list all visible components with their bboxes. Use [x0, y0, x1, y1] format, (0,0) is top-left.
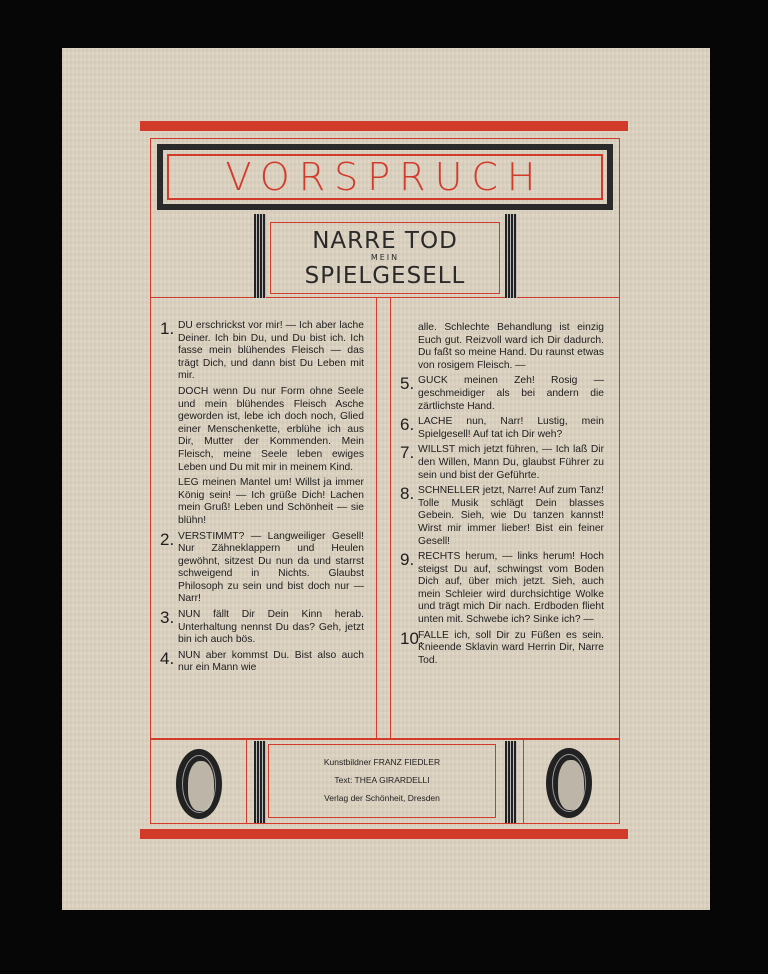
bottom-divider-right: [523, 739, 524, 824]
verse-text: LACHE nun, Narr! Lustig, mein Spielgesell! Auf tat ich Dir weh?: [418, 416, 604, 440]
verse-text: DOCH wenn Du nur Form ohne Seele und mein blühendes Fleisch Asche geworden ist, lebe ich doch noch, Glied einer Menschenkette, erblühe ich aus Dir, Mutter der Kommenden. Mein Fleisch, meine Seele leben ewiges Leben und Du mit mir in meinem Kind.: [178, 385, 364, 473]
verse-item: [160, 386, 364, 474]
credit-publisher: Verlag der Schönheit, Dresden: [324, 793, 440, 803]
credit-artist: Kunstbildner FRANZ FIEDLER: [323, 757, 441, 767]
subtitle-line1: NARRE TOD: [312, 228, 458, 254]
pillar-right-top: [505, 214, 517, 298]
subtitle-line3: SPIELGESELL: [304, 263, 466, 289]
verse-number: 3.: [160, 608, 175, 628]
column-divider: [376, 297, 377, 739]
verse-text: DU erschrickst vor mir! — Ich aber lache Deiner. Ich bin Du, und Du bist ich. Ich fasse mein blühendes Fleisch — das trägt Dich, und dann bist Du Leben mit mir.: [178, 320, 364, 382]
right-medallion-icon: [546, 748, 592, 818]
verse-item: [400, 485, 604, 548]
verse-text: WILLST mich jetzt führen, — Ich laß Dir den Willen, Mann Du, glaubst Führer zu sein und bist der Geführte.: [418, 444, 604, 481]
bottom-red-bar: [140, 829, 628, 839]
verse-number: [160, 386, 178, 474]
verse-number: 5.: [400, 374, 415, 394]
verse-text: NUN fällt Dir Dein Kinn herab. Unterhaltung nennst Du das? Geh, jetzt bin ich auch bös.: [178, 609, 364, 646]
right-text-column: [400, 322, 604, 670]
left-text-column: [160, 320, 364, 678]
verse-item: [160, 477, 364, 527]
subtitle-line2: MEIN: [370, 253, 400, 262]
verse-text: NUN aber kommst Du. Bist also auch nur ein Mann wie: [178, 649, 364, 674]
verse-number: [400, 322, 418, 372]
verse-item: [400, 630, 604, 668]
verse-number: [160, 477, 178, 527]
verse-text: FALLE ich, soll Dir zu Füßen es sein. Knieende Sklavin ward Herrin Dir, Narre Tod.: [418, 629, 604, 666]
left-medallion-icon: [176, 749, 222, 819]
pillar-left-top: [254, 214, 266, 298]
page-title: VORSPRUCH: [225, 155, 545, 199]
verse-item: [160, 650, 364, 675]
verse-item: [160, 531, 364, 607]
verse-number: 1.: [160, 319, 175, 338]
top-red-bar: [140, 121, 628, 131]
column-divider-2: [390, 297, 391, 739]
bottom-divider-left: [246, 739, 247, 824]
verse-item: [400, 444, 604, 482]
verse-text: RECHTS herum, — links herum! Hoch steigst Du auf, schwingst vom Boden Dich auf, über mich jetzt. Sieh, auch mein Schleier wird durchsichtige Wolke und trägt mich Dir nach. Erdboden flieht unten mit. Schwebe ich? Sinke ich? —: [418, 551, 604, 626]
verse-item: [400, 375, 604, 413]
verse-number: 10.: [400, 628, 424, 648]
verse-item: [160, 609, 364, 647]
verse-number: 9.: [400, 550, 415, 570]
verse-text: alle. Schlechte Behandlung ist einzig Euch gut. Reizvoll ward ich Dir dadurch. Du faßt so meine Hand. Du raunst etwas von rosigem Fleisch. —: [418, 322, 605, 371]
verse-item: [400, 416, 604, 441]
verse-number: 7.: [400, 443, 415, 463]
verse-number: 8.: [400, 484, 415, 504]
verse-item: [400, 322, 604, 372]
credit-text: Text: THEA GIRARDELLI: [334, 775, 430, 785]
verse-text: SCHNELLER jetzt, Narre! Auf zum Tanz! Tolle Musik schlägt Dein blasses Gebein. Sieh, wie Du tanzen kannst! Wirst mir immer lieber! Bist ein feiner Gesell!: [418, 485, 604, 547]
subtitle-box: [270, 222, 500, 294]
verse-number: 6.: [400, 415, 415, 435]
credits-box: [268, 744, 496, 818]
verse-item: [160, 320, 364, 383]
verse-number: 4.: [160, 648, 175, 668]
verse-text: LEG meinen Mantel um! Willst ja immer König sein! — Ich grüße Dich! Lachen mein Gruß! Leben und Schönheit — sie blühn!: [178, 477, 364, 526]
verse-number: 2.: [160, 529, 175, 549]
verse-item: [400, 551, 604, 627]
verse-text: VERSTIMMT? — Langweiliger Gesell! Nur Zähneklappern und Heulen gewöhnt, sitzest Du nun da und starrst schweigend in Nichts. Glaubst Philosoph zu sein und bist doch nur — Narr!: [178, 530, 364, 605]
verse-text: GUCK meinen Zeh! Rosig — geschmeidiger als bei andern die zärtlichste Hand.: [418, 375, 604, 412]
